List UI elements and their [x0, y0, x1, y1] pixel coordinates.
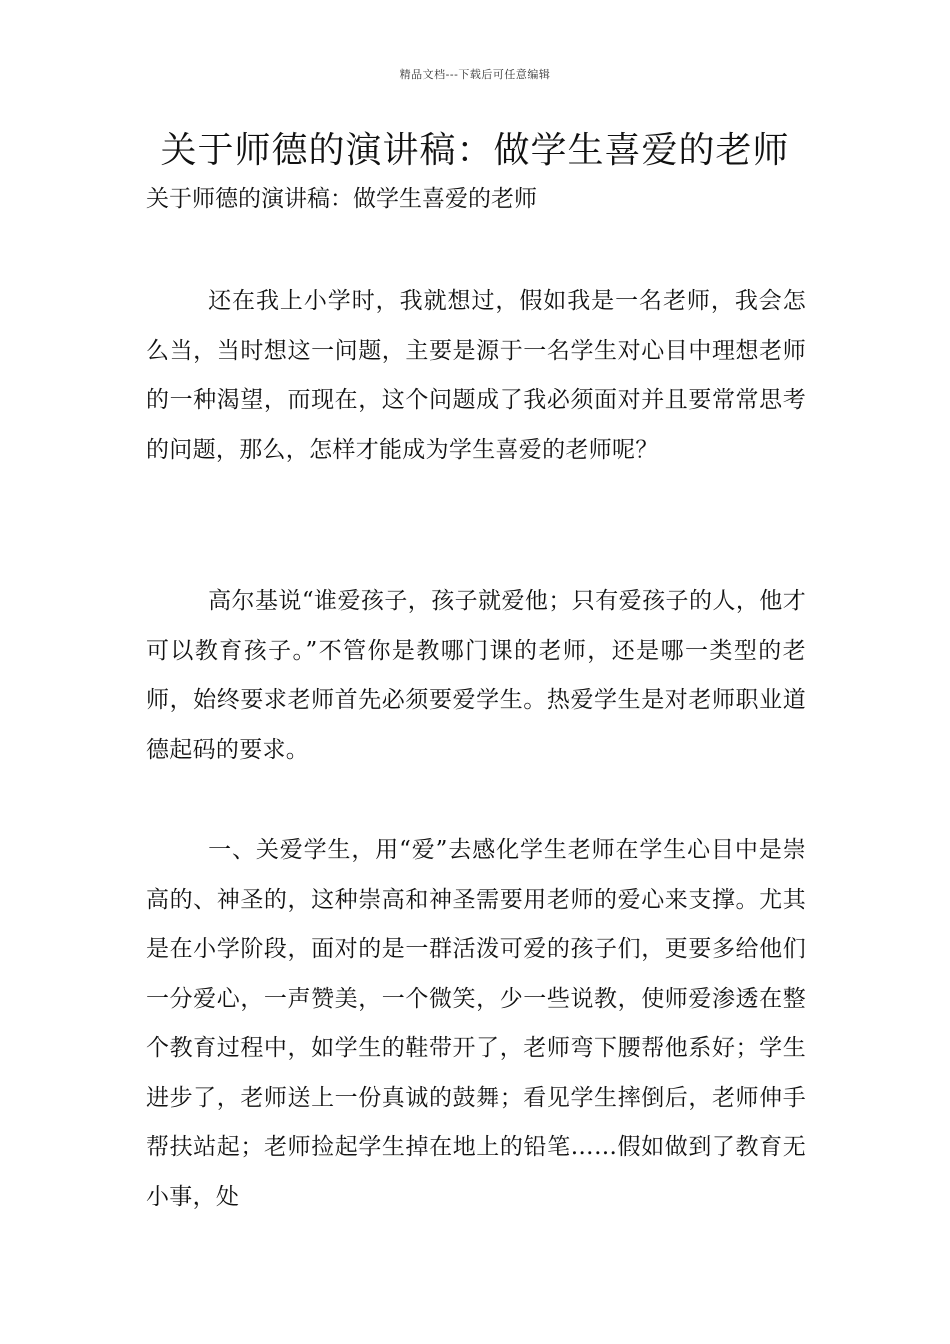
paragraph-1: 还在我上小学时，我就想过，假如我是一名老师，我会怎么当，当时想这一问题，主要是源于一名学生对心目中理想老师的一种渴望，而现在，这个问题成了我必须面对并且要常常思考的问题，那么，怎样才能成为学生喜爱的老师呢？: [146, 288, 806, 463]
document-subtitle: 关于师德的演讲稿：做学生喜爱的老师: [146, 186, 537, 212]
paragraph-2: 高尔基说“谁爱孩子，孩子就爱他；只有爱孩子的人，他才可以教育孩子。”不管你是教哪门课的老师，还是哪一类型的老师，始终要求老师首先必须要爱学生。热爱学生是对老师职业道德起码的要求。: [146, 588, 806, 763]
header-note: 精品文档---下载后可任意编辑: [399, 68, 551, 81]
document-title: 关于师德的演讲稿：做学生喜爱的老师: [160, 130, 790, 171]
paragraph-3: 一、关爱学生，用“爱”去感化学生老师在学生心目中是崇高的、神圣的，这种崇高和神圣需要用老师的爱心来支撑。尤其是在小学阶段，面对的是一群活泼可爱的孩子们，更要多给他们一分爱心，一声赞美，一个微笑，少一些说教，使师爱渗透在整个教育过程中，如学生的鞋带开了，老师弯下腰帮他系好；学生进步了，老师送上一份真诚的鼓舞；看见学生摔倒后，老师伸手帮扶站起；老师捡起学生掉在地上的铅笔……假如做到了教育无小事，处: [146, 837, 806, 1210]
